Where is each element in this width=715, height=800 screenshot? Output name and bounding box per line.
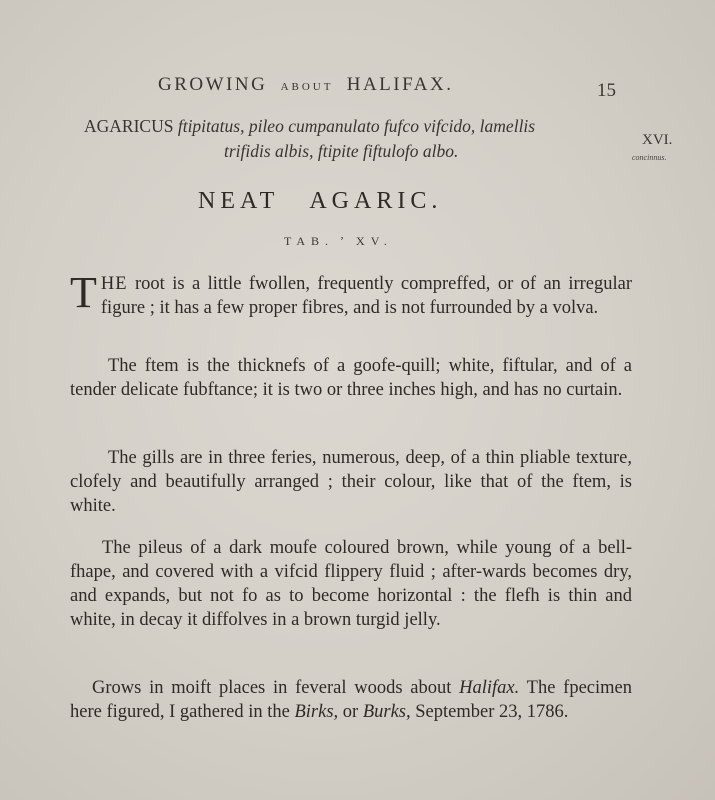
paragraph-habitat xyxy=(70,676,632,724)
margin-note: concinnus. xyxy=(632,153,667,162)
plate-label: TAB. xyxy=(284,234,335,248)
running-head-left: GROWING xyxy=(158,74,268,95)
paragraph-root xyxy=(70,268,633,320)
paragraph-gills: The gills are in three feries, numerous, deep, of a thin pliable texture, clofely and beautifully arranged ; their colour, like that of the ftem, is white. xyxy=(70,448,632,516)
latin-line2: trifidis albis, ftipite fiftulofo albo. xyxy=(224,141,459,161)
margin-number: XVI. xyxy=(642,132,673,148)
latin-genus: AGARICUS xyxy=(84,116,174,136)
habitat-date: September 23, 1786. xyxy=(415,702,569,722)
habitat-text-b: The fpecimen here figured, I gathered in the xyxy=(70,678,633,722)
section-title xyxy=(198,188,442,215)
place-halifax: Halifax. xyxy=(459,678,520,698)
latin-description xyxy=(84,114,624,164)
habitat-text-c: or xyxy=(342,702,359,722)
first-word: HE xyxy=(100,274,128,294)
habitat-text-a: Grows in moift places in feveral woods about xyxy=(92,678,452,698)
drop-cap: T xyxy=(70,268,97,317)
running-head-mid: ABOUT xyxy=(280,81,334,93)
title-word-1: NEAT xyxy=(198,188,280,214)
paragraph-root-text: root is a little fwollen, frequently compreffed, or of an irregular figure ; it has a few proper fibres, and is not furrounded by a volva. xyxy=(100,274,633,318)
paragraph-pileus: The pileus of a dark moufe coloured brown, while young of a bell-fhape, and covered with a vifcid flippery fluid ; after-wards becomes dry, and expands, but not fo as to become horizontal : the flefh is thin and white, in decay it diffolves in a brown turgid jelly. xyxy=(70,538,632,630)
running-head xyxy=(158,74,453,96)
paragraph-stem: The ftem is the thicknefs of a goofe-quill; white, fiftular, and of a tender delicate fubftance; it is two or three inches high, and has no curtain. xyxy=(70,356,632,400)
page-number: 15 xyxy=(597,80,616,101)
plate-number: XV. xyxy=(356,234,393,248)
latin-line1: ftipitatus, pileo cumpanulato fufco vifcido, lamellis xyxy=(177,116,536,136)
running-head-right: HALIFAX. xyxy=(346,74,454,95)
place-burks: Burks, xyxy=(362,702,411,722)
place-birks: Birks, xyxy=(294,702,339,722)
plate-reference: TAB. ʼ XV. xyxy=(284,234,393,248)
title-word-2: AGARIC. xyxy=(309,188,443,214)
